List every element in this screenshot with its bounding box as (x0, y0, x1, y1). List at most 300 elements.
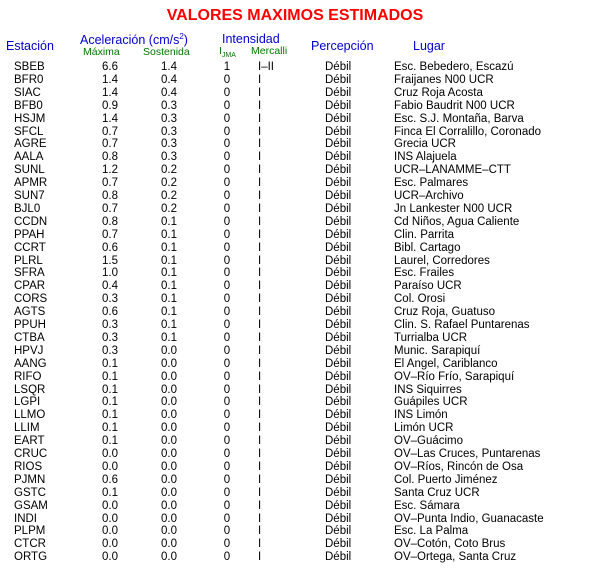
perception: Débil (325, 228, 352, 241)
sustained-acceleration: 0.1 (161, 293, 177, 306)
table-row (0, 461, 590, 474)
station-code: LSQR (14, 383, 46, 396)
location: Bibl. Cartago (394, 241, 461, 254)
jma-intensity: 0 (223, 357, 231, 370)
jma-intensity: 0 (223, 344, 231, 357)
table-row (0, 87, 590, 100)
sustained-acceleration: 0.1 (161, 241, 177, 254)
sustained-acceleration: 0.0 (161, 448, 177, 460)
max-acceleration: 6.6 (102, 61, 118, 73)
perception: Débil (325, 138, 352, 151)
jma-intensity: 0 (223, 99, 231, 112)
max-acceleration: 0.8 (102, 190, 118, 202)
perception: Débil (325, 551, 352, 564)
sustained-acceleration: 0.0 (161, 370, 177, 383)
perception: Débil (325, 280, 352, 293)
location: Guápiles UCR (394, 396, 468, 409)
location: OV–Ortega, Santa Cruz (394, 551, 517, 564)
sustained-acceleration: 0.1 (161, 306, 177, 319)
perception: Débil (325, 177, 352, 190)
station-code: AGRE (14, 138, 47, 151)
station-code: HSJM (14, 112, 46, 125)
sustained-acceleration: 0.1 (161, 267, 177, 280)
station-code: SUN7 (14, 190, 45, 202)
max-acceleration: 1.4 (102, 86, 118, 99)
perception: Débil (325, 215, 352, 228)
max-acceleration: 0.9 (102, 99, 118, 112)
perception: Débil (325, 241, 352, 254)
mercalli-intensity: I (258, 538, 262, 551)
jma-intensity: 0 (223, 499, 231, 512)
station-code: CCDN (14, 215, 48, 228)
sustained-acceleration: 0.0 (161, 525, 177, 538)
perception: Débil (325, 370, 352, 383)
mercalli-intensity: I (258, 473, 262, 486)
station-code: PLRL (14, 254, 43, 267)
perception: Débil (325, 125, 352, 138)
location: OV–Las Cruces, Puntarenas (394, 448, 541, 460)
max-acceleration: 0.3 (102, 293, 118, 306)
table-row (0, 74, 590, 87)
station-code: SUNL (14, 164, 45, 177)
mercalli-intensity: I (258, 306, 262, 319)
location: Clin. S. Rafael Puntarenas (394, 319, 530, 331)
sustained-acceleration: 0.3 (161, 151, 177, 164)
max-acceleration: 0.0 (102, 499, 118, 512)
location: Santa Cruz UCR (394, 486, 480, 499)
table-row (0, 216, 590, 229)
max-acceleration: 0.1 (102, 396, 118, 409)
perception: Débil (325, 344, 352, 357)
perception: Débil (325, 331, 352, 344)
station-code: AALA (14, 151, 44, 164)
sustained-acceleration: 0.1 (161, 215, 177, 228)
perception: Débil (325, 202, 352, 215)
location: Cruz Roja Acosta (394, 86, 483, 99)
table-row (0, 332, 590, 345)
mercalli-intensity: I (258, 86, 262, 99)
location: Col. Puerto Jiménez (394, 473, 498, 486)
mercalli-intensity: I (258, 525, 262, 538)
max-acceleration: 0.3 (102, 331, 118, 344)
station-code: LLMO (14, 409, 46, 422)
location: Cd Niños, Agua Caliente (394, 215, 520, 228)
sustained-acceleration: 0.2 (161, 190, 177, 202)
page-title: VALORES MAXIMOS ESTIMADOS (166, 7, 424, 24)
sustained-acceleration: 0.0 (161, 357, 177, 370)
sustained-acceleration: 0.1 (161, 319, 177, 331)
max-acceleration: 1.4 (102, 112, 118, 125)
table-row (0, 255, 590, 268)
location: Clin. Parrita (394, 228, 455, 241)
sustained-acceleration: 0.0 (161, 344, 177, 357)
mercalli-intensity: I (258, 254, 262, 267)
table-row (0, 113, 590, 126)
sustained-acceleration: 0.1 (161, 228, 177, 241)
mercalli-intensity: I (258, 422, 262, 435)
location: Jn Lankester N00 UCR (394, 202, 513, 215)
sustained-acceleration: 0.0 (161, 409, 177, 422)
station-code: SIAC (14, 86, 41, 99)
mercalli-intensity: I (258, 280, 262, 293)
perception: Débil (325, 319, 352, 331)
table-row (0, 242, 590, 255)
table-row (0, 319, 590, 332)
sustained-acceleration: 0.4 (161, 73, 177, 86)
header-lugar: Lugar (413, 39, 445, 53)
sustained-acceleration: 0.2 (161, 202, 177, 215)
mercalli-intensity: I (258, 241, 262, 254)
location: Limón UCR (394, 422, 454, 435)
station-code: CTBA (14, 331, 45, 344)
perception: Débil (325, 460, 352, 473)
max-acceleration: 0.1 (102, 357, 118, 370)
perception: Débil (325, 499, 352, 512)
station-code: CRUC (14, 448, 48, 460)
subheader-mercalli: Mercalli (251, 45, 288, 57)
location: INS Limón (394, 409, 448, 422)
jma-intensity: 0 (223, 306, 231, 319)
station-code: BJL0 (14, 202, 41, 215)
max-acceleration: 0.8 (102, 215, 118, 228)
jma-intensity: 0 (223, 112, 231, 125)
table-row (0, 61, 590, 74)
station-code: RIFO (14, 370, 42, 383)
sustained-acceleration: 0.3 (161, 112, 177, 125)
location: Esc. La Palma (394, 525, 469, 538)
station-code: AGTS (14, 306, 46, 319)
station-code: CTCR (14, 538, 46, 551)
max-acceleration: 0.3 (102, 344, 118, 357)
location: UCR–Archivo (394, 190, 464, 202)
table-row (0, 448, 590, 461)
sustained-acceleration: 0.0 (161, 499, 177, 512)
station-code: SFRA (14, 267, 45, 280)
mercalli-intensity: I (258, 344, 262, 357)
mercalli-intensity: I (258, 486, 262, 499)
perception: Débil (325, 293, 352, 306)
sustained-acceleration: 0.0 (161, 460, 177, 473)
max-acceleration: 0.0 (102, 512, 118, 525)
table-row (0, 474, 590, 487)
jma-intensity: 0 (223, 190, 231, 202)
mercalli-intensity: I (258, 112, 262, 125)
station-code: INDI (14, 512, 37, 525)
max-acceleration: 1.5 (102, 254, 118, 267)
table-row (0, 267, 590, 280)
station-code: PLPM (14, 525, 46, 538)
max-acceleration: 0.1 (102, 370, 118, 383)
station-code: BFR0 (14, 73, 44, 86)
location: El Angel, Cariblanco (394, 357, 498, 370)
mercalli-intensity: I (258, 512, 262, 525)
jma-intensity: 0 (223, 254, 231, 267)
max-acceleration: 0.1 (102, 422, 118, 435)
table-row (0, 229, 590, 242)
jma-intensity: 0 (223, 460, 231, 473)
perception: Débil (325, 435, 352, 448)
mercalli-intensity: I (258, 228, 262, 241)
perception: Débil (325, 473, 352, 486)
max-acceleration: 0.7 (102, 125, 118, 138)
station-code: PPUH (14, 319, 46, 331)
jma-intensity: 0 (223, 551, 231, 564)
mercalli-intensity: I (258, 551, 262, 564)
location: OV–Cotón, Coto Brus (394, 538, 506, 551)
station-code: APMR (14, 177, 48, 190)
max-acceleration: 1.2 (102, 164, 118, 177)
perception: Débil (325, 448, 352, 460)
station-code: LLIM (14, 422, 40, 435)
jma-intensity: 0 (223, 177, 231, 190)
jma-intensity: 0 (223, 228, 231, 241)
station-code: CCRT (14, 241, 46, 254)
jma-intensity: 0 (223, 73, 231, 86)
max-acceleration: 0.0 (102, 551, 118, 564)
table-row (0, 100, 590, 113)
max-acceleration: 0.1 (102, 383, 118, 396)
table-row (0, 525, 590, 538)
table-row (0, 306, 590, 319)
sustained-acceleration: 0.0 (161, 512, 177, 525)
location: OV–Punta Indio, Guanacaste (394, 512, 544, 525)
jma-intensity: 0 (223, 125, 231, 138)
perception: Débil (325, 190, 352, 202)
jma-intensity: 0 (223, 215, 231, 228)
perception: Débil (325, 409, 352, 422)
location: INS Alajuela (394, 151, 457, 164)
max-acceleration: 0.0 (102, 525, 118, 538)
perception: Débil (325, 86, 352, 99)
jma-intensity: 0 (223, 422, 231, 435)
table-row (0, 500, 590, 513)
table-row (0, 422, 590, 435)
jma-intensity: 0 (223, 86, 231, 99)
jma-intensity: 0 (223, 319, 231, 331)
header-aceleracion: Aceleración $(cm/s^2)$ (80, 32, 188, 47)
perception: Débil (325, 422, 352, 435)
station-code: PPAH (14, 228, 45, 241)
jma-intensity: 0 (223, 267, 231, 280)
station-code: SFCL (14, 125, 44, 138)
mercalli-intensity: I (258, 357, 262, 370)
station-code: GSTC (14, 486, 46, 499)
max-acceleration: 0.7 (102, 228, 118, 241)
perception: Débil (325, 306, 352, 319)
location: Laurel, Corredores (394, 254, 490, 267)
max-acceleration: 0.1 (102, 486, 118, 499)
perception: Débil (325, 267, 352, 280)
mercalli-intensity: I (258, 396, 262, 409)
jma-intensity: 0 (223, 473, 231, 486)
jma-intensity: 0 (223, 293, 231, 306)
station-code: BFB0 (14, 99, 43, 112)
table-row (0, 177, 590, 190)
location: UCR–LANAMME–CTT (394, 164, 511, 177)
location: OV–Río Frío, Sarapiquí (394, 370, 515, 383)
jma-intensity: 0 (223, 138, 231, 151)
perception: Débil (325, 112, 352, 125)
station-code: SBEB (14, 61, 45, 73)
sustained-acceleration: 0.0 (161, 486, 177, 499)
sustained-acceleration: 0.1 (161, 331, 177, 344)
station-code: GSAM (14, 499, 48, 512)
location: OV–Ríos, Rincón de Osa (394, 460, 524, 473)
sustained-acceleration: 0.0 (161, 383, 177, 396)
max-acceleration: 0.8 (102, 151, 118, 164)
location: Cruz Roja, Guatuso (394, 306, 495, 319)
sustained-acceleration: 0.4 (161, 86, 177, 99)
max-acceleration: 0.1 (102, 435, 118, 448)
perception: Débil (325, 357, 352, 370)
jma-intensity: 0 (223, 202, 231, 215)
mercalli-intensity: I (258, 125, 262, 138)
location: Esc. S.J. Montaña, Barva (394, 112, 524, 125)
max-acceleration: 0.3 (102, 319, 118, 331)
jma-intensity: 0 (223, 486, 231, 499)
max-acceleration: 0.7 (102, 177, 118, 190)
sustained-acceleration: 0.3 (161, 99, 177, 112)
table-row (0, 138, 590, 151)
location: Munic. Sarapiquí (394, 344, 481, 357)
max-acceleration: 0.0 (102, 448, 118, 460)
perception: Débil (325, 151, 352, 164)
sustained-acceleration: 0.0 (161, 396, 177, 409)
table-row (0, 126, 590, 139)
table-row (0, 435, 590, 448)
header-percepcion: Percepción (311, 39, 374, 53)
max-acceleration: 0.7 (102, 202, 118, 215)
mercalli-intensity: I (258, 499, 262, 512)
perception: Débil (325, 396, 352, 409)
perception: Débil (325, 164, 352, 177)
perception: Débil (325, 254, 352, 267)
sustained-acceleration: 0.2 (161, 177, 177, 190)
station-code: CORS (14, 293, 48, 306)
location: Esc. Sámara (394, 499, 460, 512)
table-row (0, 358, 590, 371)
header-intensidad: Intensidad (222, 32, 280, 46)
location: Esc. Palmares (394, 177, 469, 190)
station-code: AANG (14, 357, 47, 370)
table-row (0, 551, 590, 564)
location: Fabio Baudrit N00 UCR (394, 99, 515, 112)
max-acceleration: 1.4 (102, 73, 118, 86)
jma-intensity: 0 (223, 409, 231, 422)
mercalli-intensity: I (258, 331, 262, 344)
table-row (0, 409, 590, 422)
location: Esc. Frailes (394, 267, 455, 280)
station-code: LGPI (14, 396, 41, 409)
mercalli-intensity: I (258, 460, 262, 473)
location: Esc. Bebedero, Escazú (394, 61, 514, 73)
location: Col. Orosi (394, 293, 446, 306)
mercalli-intensity: I (258, 177, 262, 190)
jma-intensity: 0 (223, 525, 231, 538)
mercalli-intensity: I (258, 164, 262, 177)
jma-intensity: 0 (223, 331, 231, 344)
sustained-acceleration: 1.4 (161, 61, 177, 73)
mercalli-intensity: I (258, 215, 262, 228)
max-acceleration: 0.1 (102, 409, 118, 422)
table-row (0, 293, 590, 306)
table-row (0, 384, 590, 397)
table-row (0, 513, 590, 526)
location: Turrialba UCR (394, 331, 468, 344)
subheader-sostenida: Sostenida (143, 46, 190, 58)
table-row (0, 345, 590, 358)
mercalli-intensity: I (258, 267, 262, 280)
perception: Débil (325, 512, 352, 525)
jma-intensity: 0 (223, 370, 231, 383)
station-code: CPAR (14, 280, 46, 293)
sustained-acceleration: 0.0 (161, 422, 177, 435)
table-row (0, 487, 590, 500)
perception: Débil (325, 383, 352, 396)
table-row (0, 164, 590, 177)
location: Grecia UCR (394, 138, 456, 151)
jma-intensity: 0 (223, 383, 231, 396)
sustained-acceleration: 0.0 (161, 473, 177, 486)
max-acceleration: 0.7 (102, 138, 118, 151)
mercalli-intensity: I (258, 202, 262, 215)
sustained-acceleration: 0.0 (161, 538, 177, 551)
station-code: ORTG (14, 551, 48, 564)
max-acceleration: 0.0 (102, 538, 118, 551)
header-estacion: Estación (6, 39, 54, 53)
sustained-acceleration: 0.1 (161, 280, 177, 293)
mercalli-intensity: I (258, 151, 262, 164)
sustained-acceleration: 0.0 (161, 551, 177, 564)
location: Finca El Corralillo, Coronado (394, 125, 542, 138)
station-code: HPVJ (14, 344, 44, 357)
table-row (0, 203, 590, 216)
sustained-acceleration: 0.3 (161, 125, 177, 138)
jma-intensity: 0 (223, 538, 231, 551)
mercalli-intensity: I (258, 319, 262, 331)
mercalli-intensity: I (258, 293, 262, 306)
mercalli-intensity: I (258, 435, 262, 448)
sustained-acceleration: 0.0 (161, 435, 177, 448)
table-row (0, 151, 590, 164)
max-acceleration: 0.6 (102, 306, 118, 319)
location: OV–Guácimo (394, 435, 464, 448)
jma-intensity: 0 (223, 280, 231, 293)
location: Paraíso UCR (394, 280, 462, 293)
perception: Débil (325, 538, 352, 551)
max-acceleration: 0.4 (102, 280, 118, 293)
perception: Débil (325, 99, 352, 112)
location: INS Siquirres (394, 383, 462, 396)
mercalli-intensity: I (258, 370, 262, 383)
mercalli-intensity: I (258, 138, 262, 151)
jma-intensity: 0 (223, 151, 231, 164)
max-acceleration: 0.6 (102, 241, 118, 254)
max-acceleration: 0.6 (102, 473, 118, 486)
max-acceleration: 0.0 (102, 460, 118, 473)
table-row (0, 396, 590, 409)
mercalli-intensity: I (258, 383, 262, 396)
jma-intensity: 0 (223, 512, 231, 525)
table-row (0, 280, 590, 293)
sustained-acceleration: 0.3 (161, 138, 177, 151)
table-row (0, 371, 590, 384)
mercalli-intensity: I (258, 99, 262, 112)
mercalli-intensity: I–II (258, 61, 274, 73)
location: Fraijanes N00 UCR (394, 73, 494, 86)
station-code: RIOS (14, 460, 43, 473)
perception: Débil (325, 73, 352, 86)
